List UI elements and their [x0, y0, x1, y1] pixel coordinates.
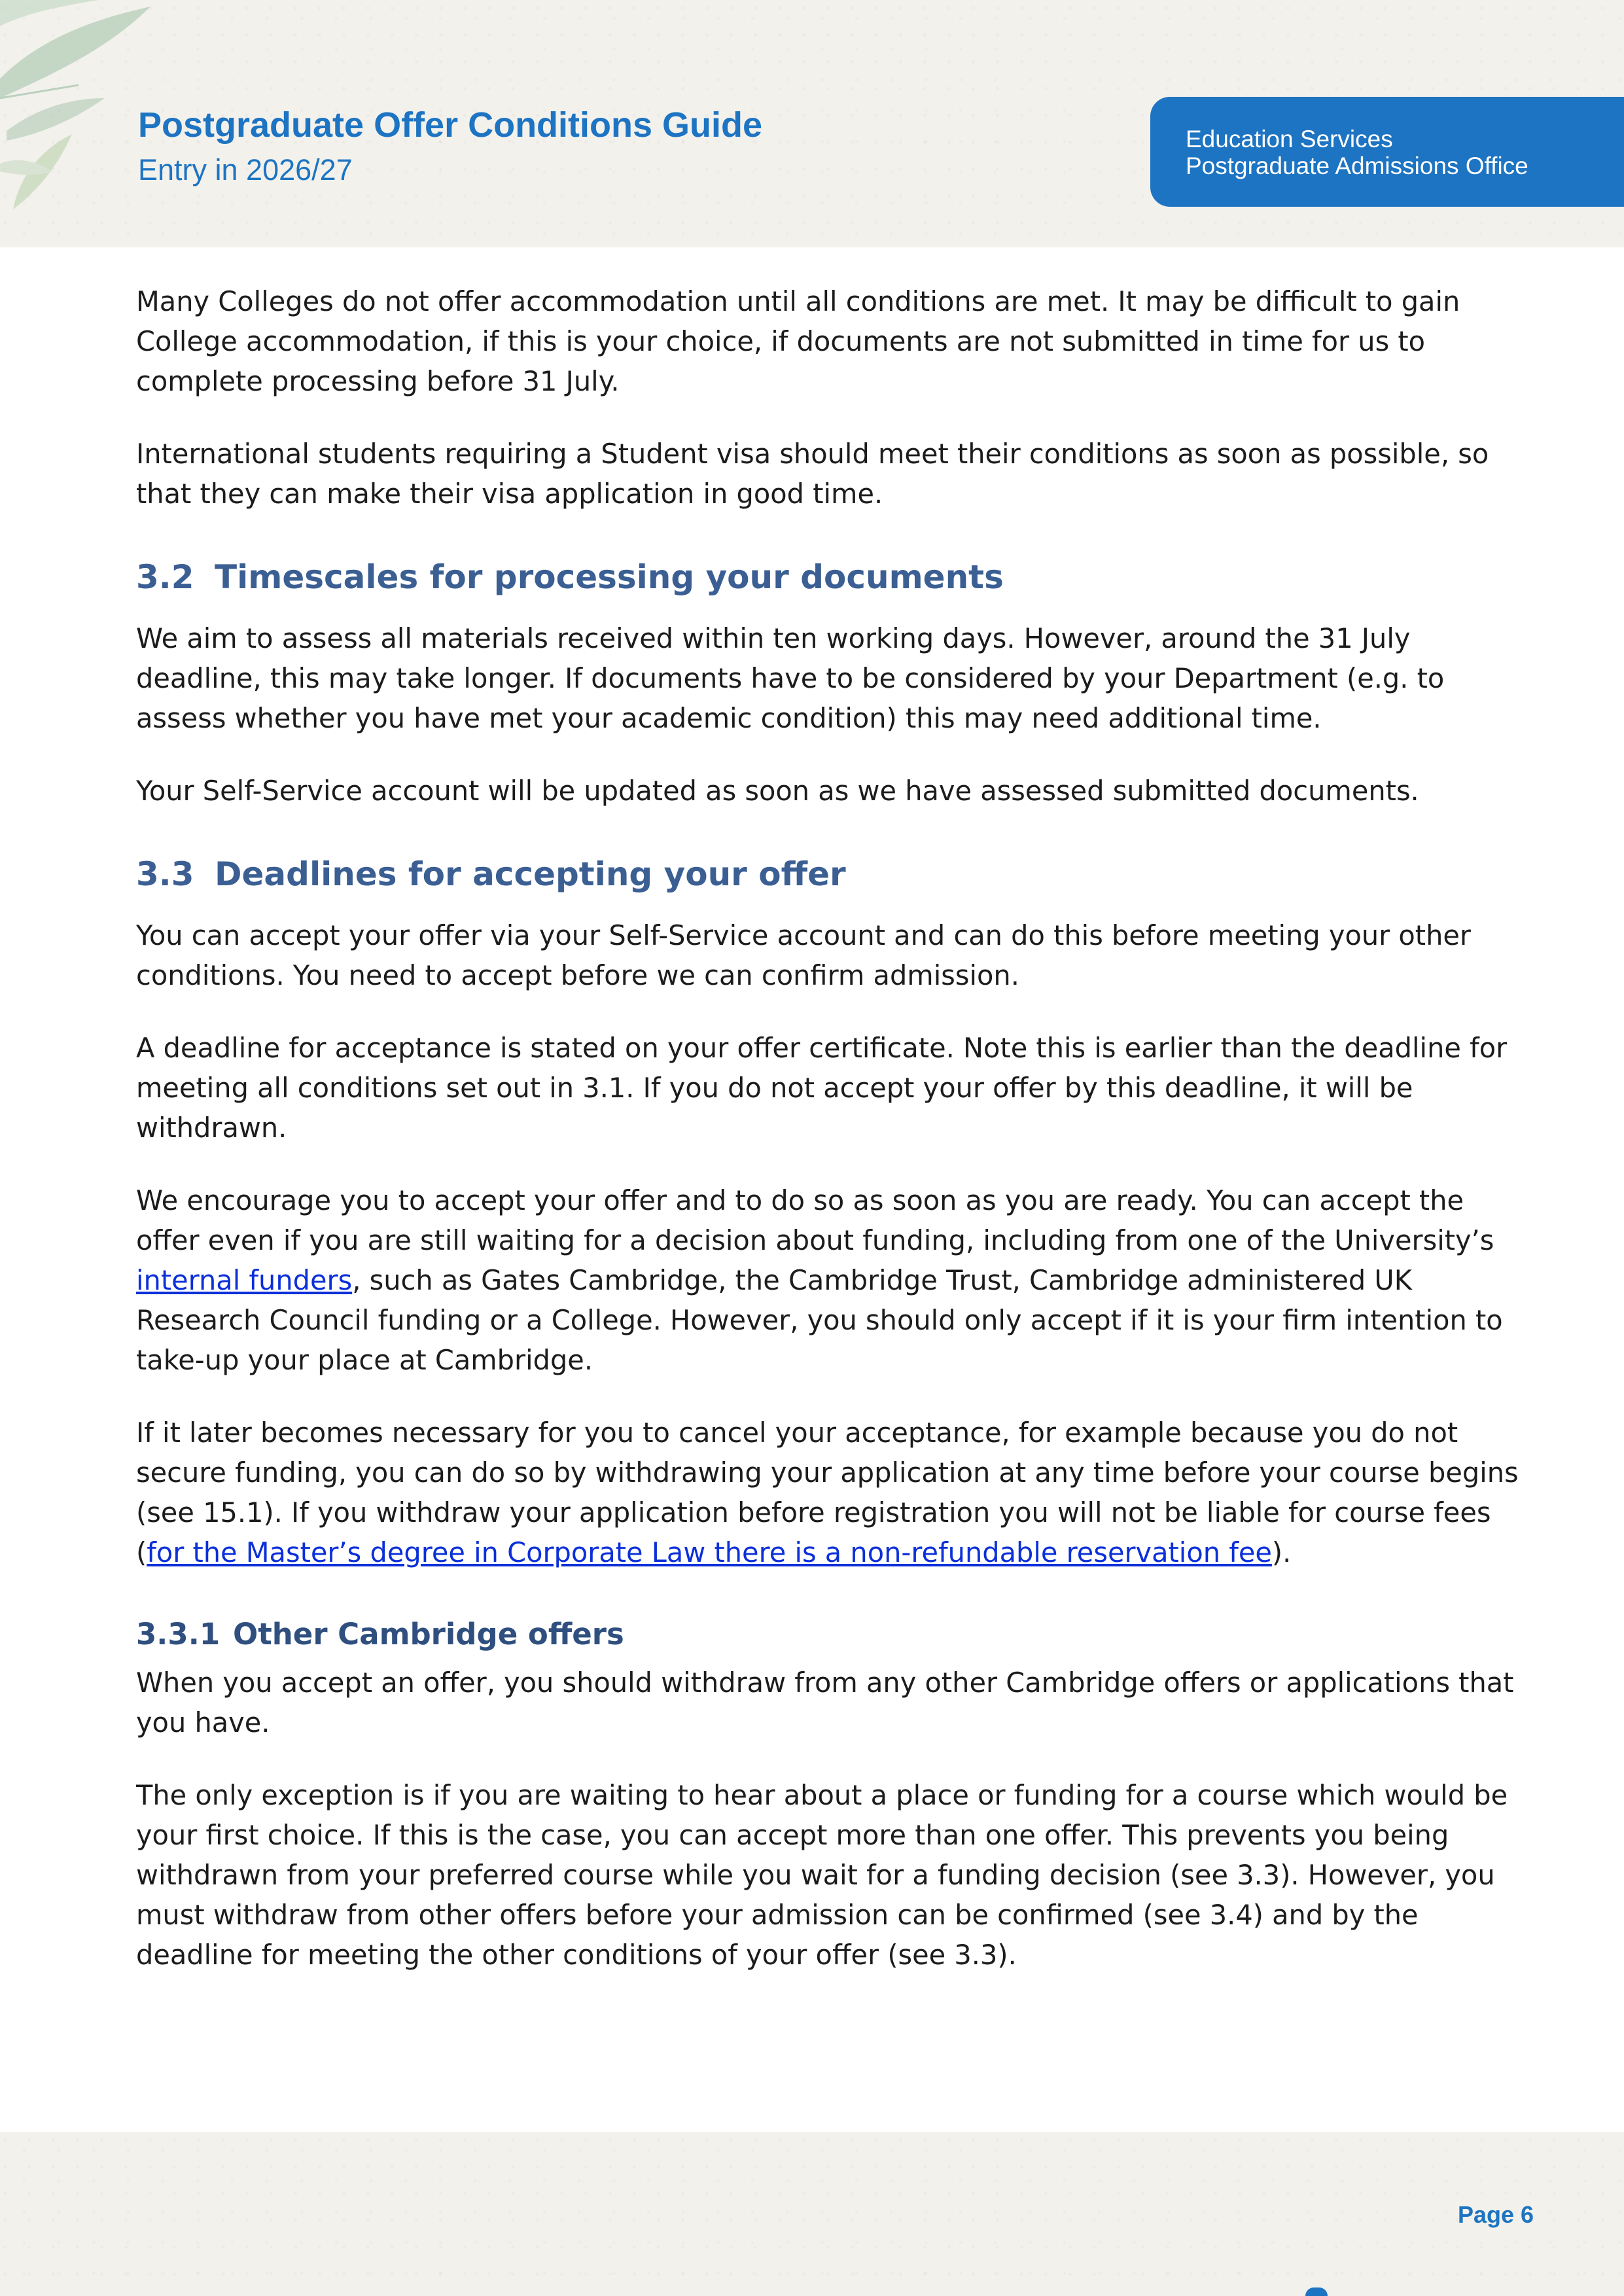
paragraph-assess: We aim to assess all materials received within ten working days. However, around the 31 July deadline, this may take longer. If documents have to be considered by your Department (e.g. to assess whether you have met your academic condition) this may need additional time. [136, 622, 1445, 734]
text-run: If it later becomes necessary for you to cancel your acceptance, for example because you do not secure funding, you can do so by withdrawing your application at any time before your course begins (see 15.1). If you withdraw your application before registration you will not be liable for course fees ( [136, 1417, 1519, 1568]
page-number: Page 6 [1458, 2201, 1534, 2228]
document-title: Postgraduate Offer Conditions Guide [138, 105, 763, 145]
document-subtitle: Entry in 2026/27 [138, 153, 353, 186]
footer-accent-shape [1305, 2287, 1328, 2296]
internal-funders-link[interactable]: internal funders [136, 1264, 353, 1296]
section-number: 3.2 [136, 558, 194, 596]
section-title: Other Cambridge offers [233, 1617, 624, 1651]
paragraph-exception: The only exception is if you are waiting to hear about a place or funding for a course which would be your first choice. If this is the case, you can accept more than one offer. This prevents you being withdrawn from your preferred course while you wait for a funding decision (see 3.3). However, you must withdraw from other offers before your admission can be confirmed (see 3.4) and by the deadline for meeting the other conditions of your offer (see 3.3). [136, 1779, 1508, 1971]
paragraph-cancel [136, 1413, 1527, 1572]
section-number: 3.3.1 [136, 1617, 221, 1651]
paragraph-self-service: Your Self-Service account will be updated as soon as we have assessed submitted documents. [136, 775, 1419, 807]
section-title: Timescales for processing your documents [215, 558, 1004, 596]
section-heading-3-3-1 [136, 1614, 1527, 1655]
paragraph-visa: International students requiring a Student visa should meet their conditions as soon as possible, so that they can make their visa application in good time. [136, 438, 1489, 510]
section-heading-3-2 [136, 556, 1527, 599]
text-run: We encourage you to accept your offer and to do so as soon as you are ready. You can accept the offer even if you are still waiting for a decision about funding, including from one of the University’s [136, 1184, 1494, 1256]
paragraph-withdraw: When you accept an offer, you should withdraw from any other Cambridge offers or applications that you have. [136, 1667, 1514, 1739]
footer-band [0, 2132, 1624, 2296]
section-title: Deadlines for accepting your offer [215, 855, 846, 893]
paragraph-accommodation: Many Colleges do not offer accommodation until all conditions are met. It may be difficult to gain College accommodation, if this is your choice, if documents are not submitted in time for us to complete processing before 31 July. [136, 285, 1460, 397]
corporate-law-fee-link[interactable]: for the Master’s degree in Corporate Law there is a non-refundable reservation fee [147, 1536, 1272, 1568]
paragraph-deadline: A deadline for acceptance is stated on your offer certificate. Note this is earlier than the deadline for meeting all conditions set out in 3.1. If you do not accept your offer by this deadline, it will be withdrawn. [136, 1032, 1508, 1144]
document-body [136, 281, 1527, 2007]
paragraph-accept: You can accept your offer via your Self-Service account and can do this before meeting your other conditions. You need to accept before we can confirm admission. [136, 919, 1471, 991]
section-heading-3-3 [136, 853, 1527, 896]
office-label-box [1150, 97, 1624, 207]
text-run: ). [1271, 1536, 1292, 1568]
text-run: , such as Gates Cambridge, the Cambridge Trust, Cambridge administered UK Research Council funding or a College. However, you should only accept if it is your firm intention to take-up your place at Cambridge. [136, 1264, 1503, 1376]
office-line-2: Postgraduate Admissions Office [1186, 152, 1528, 179]
office-line-1: Education Services [1186, 126, 1393, 152]
section-number: 3.3 [136, 855, 194, 893]
paragraph-encourage [136, 1180, 1527, 1380]
